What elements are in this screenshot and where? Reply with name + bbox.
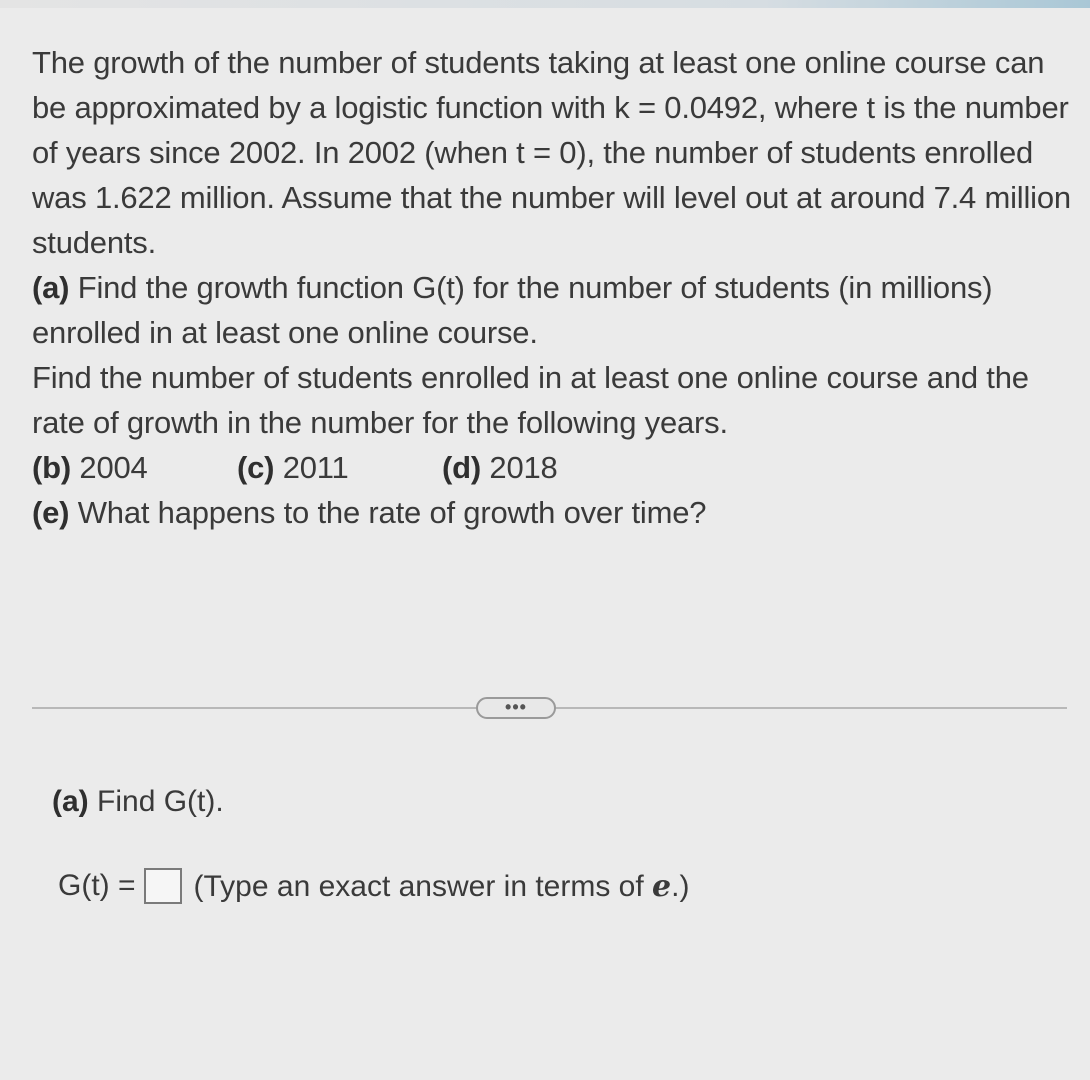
part-e-text: What happens to the rate of growth over time? <box>77 495 707 530</box>
answer-prefix: G(t) = <box>58 869 136 902</box>
question-a <box>52 782 224 822</box>
part-b-label: (b) <box>32 450 71 485</box>
problem-part-a <box>32 265 1072 355</box>
part-a-label: (a) <box>32 270 70 305</box>
part-c-label: (c) <box>237 450 275 485</box>
part-a-text: Find the growth function G(t) for the number of students (in millions) enrolled in at least one online course. <box>32 270 993 350</box>
question-a-text: Find G(t). <box>97 785 224 818</box>
year-list <box>32 445 1072 490</box>
problem-part-e <box>32 490 1072 535</box>
problem-statement <box>32 40 1072 535</box>
part-d-label: (d) <box>442 450 481 485</box>
answer-hint-before: (Type an exact answer in terms of <box>193 869 653 903</box>
expand-more-button[interactable]: ••• <box>476 697 556 719</box>
answer-hint-e-symbol: e <box>652 868 672 904</box>
part-e-label: (e) <box>32 495 70 530</box>
problem-instruction: Find the number of students enrolled in at least one online course and the rate of growth in the number for the following years. <box>32 360 1029 440</box>
answer-hint <box>194 869 690 904</box>
year-item-c <box>237 445 442 490</box>
year-item-b <box>32 445 237 490</box>
part-b-year: 2004 <box>79 450 148 485</box>
answer-row <box>58 864 689 908</box>
answer-input-box[interactable] <box>144 868 182 904</box>
top-accent-bar <box>0 0 1090 8</box>
year-item-d <box>442 445 558 490</box>
problem-intro: The growth of the number of students taking at least one online course can be approximated by a logistic function with k = 0.0492, where t is the number of years since 2002. In 2002 (when t = 0), the number of students enrolled was 1.622 million. Assume that the number will level out at around 7.4 million students. <box>32 45 1071 260</box>
answer-hint-after: .) <box>671 869 690 903</box>
part-c-year: 2011 <box>282 450 349 485</box>
part-d-year: 2018 <box>489 450 558 485</box>
question-a-label: (a) <box>52 785 89 818</box>
